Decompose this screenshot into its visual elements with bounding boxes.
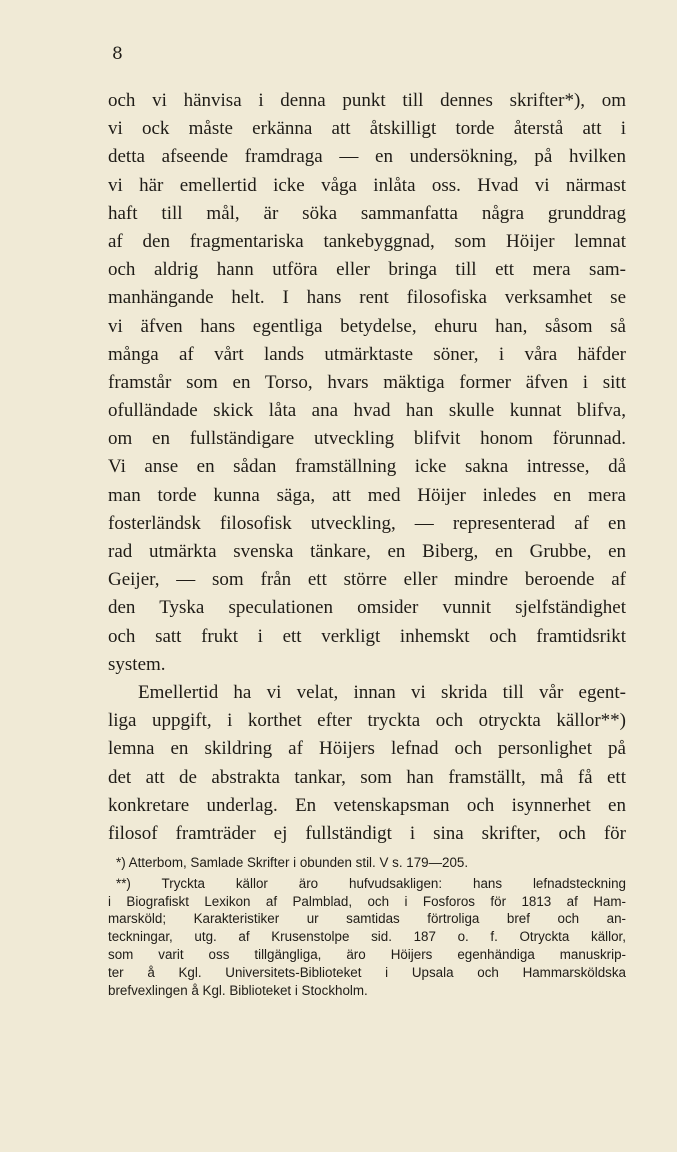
footnote-2-line: marsköld; Karakteristiker ur samtidas förtroliga bref och an- — [108, 911, 626, 927]
body-line: och vi hänvisa i denna punkt till dennes skrifter*), om — [108, 90, 626, 111]
body-text — [108, 87, 626, 848]
body-line: många af vårt lands utmärktaste söner, i våra häfder — [108, 343, 626, 365]
footnotes — [108, 854, 626, 999]
body-line: detta afseende framdraga — en undersökning, på hvilken — [108, 146, 626, 168]
body-line: och satt frukt i ett verkligt inhemskt och framtidsrikt — [108, 625, 626, 647]
body-line: manhängande helt. I hans rent filosofiska verksamhet se — [108, 287, 626, 309]
body-line: Vi anse en sådan framställning icke sakna intresse, då — [108, 456, 626, 478]
body-line: fosterländsk filosofisk utveckling, — representerad af en — [108, 512, 626, 534]
body-line: vi här emellertid icke våga inlåta oss. Hvad vi närmast — [108, 174, 626, 196]
body-line: konkretare underlag. En vetenskapsman och isynnerhet en — [108, 794, 626, 816]
footnote-2-line: brefvexlingen å Kgl. Biblioteket i Stockholm. — [108, 982, 368, 998]
body-line: den Tyska speculationen omsider vunnit sjelfständighet — [108, 597, 626, 619]
footnote-1: *) Atterbom, Samlade Skrifter i obunden stil. V s. 179—205. — [116, 855, 469, 870]
body-line: filosof framträder ej fullständigt i sina skrifter, och för — [108, 822, 626, 844]
body-line: liga uppgift, i korthet efter tryckta och otryckta källor**) — [108, 710, 626, 732]
body-line: det att de abstrakta tankar, som han framställt, må få ett — [108, 766, 626, 788]
body-line: om en fullständigare utveckling blifvit honom förunnad. — [108, 428, 626, 450]
body-line: ofulländade skick låta ana hvad han skulle kunnat blifva, — [108, 400, 626, 422]
body-line: haft till mål, är söka sammanfatta några grunddrag — [108, 202, 626, 224]
body-line: af den fragmentariska tankebyggnad, som Höijer lemnat — [108, 230, 626, 252]
footnote-2-line: **) Tryckta källor äro hufvudsakligen: hans lefnadsteckning — [116, 875, 626, 891]
body-line: Geijer, — som från ett större eller mindre beroende af — [108, 569, 626, 591]
body-line: vi ock måste erkänna att åtskilligt torde återstå att i — [108, 118, 626, 140]
body-line: man torde kunna säga, att med Höijer inledes en mera — [108, 484, 626, 506]
body-line: Emellertid ha vi velat, innan vi skrida till vår egent- — [138, 681, 626, 703]
footnote-2-line: ter å Kgl. Universitets-Biblioteket i Upsala och Hammarsköldska — [108, 964, 626, 980]
page-number: 8 — [112, 44, 123, 64]
body-line: rad utmärkta svenska tänkare, en Biberg, en Grubbe, en — [108, 541, 626, 562]
footnote-2-line: teckningar, utg. af Krusenstolpe sid. 187 o. f. Otryckta källor, — [108, 929, 626, 945]
body-line: system. — [108, 653, 166, 675]
body-line: lemna en skildring af Höijers lefnad och personlighet på — [108, 738, 626, 760]
body-line: vi äfven hans egentliga betydelse, ehuru han, såsom så — [108, 315, 626, 337]
body-line: och aldrig hann utföra eller bringa till ett mera sam- — [108, 259, 626, 281]
footnote-2-line: som varit oss tillgängliga, äro Höijers egenhändiga manuskrip- — [108, 946, 626, 962]
body-line: framstår som en Torso, hvars mäktiga former äfven i sitt — [108, 371, 626, 393]
footnote-2-line: i Biografiskt Lexikon af Palmblad, och i Fosforos för 1813 af Ham- — [108, 893, 626, 909]
